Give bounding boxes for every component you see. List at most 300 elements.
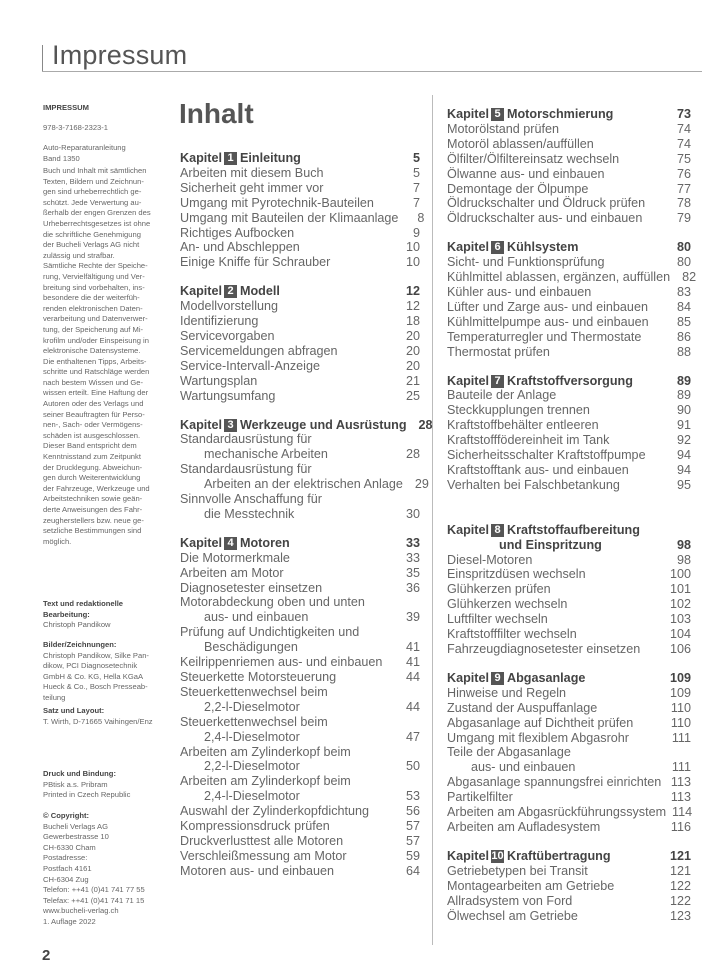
toc-entry-title bbox=[180, 314, 258, 329]
toc-entry-line: Steuerkette Motorsteuerung bbox=[180, 670, 337, 684]
toc-entry-title bbox=[447, 864, 588, 879]
toc-entry-title bbox=[180, 255, 330, 270]
toc-entry-title bbox=[447, 805, 666, 820]
chapter-title-line: Kühlsystem bbox=[507, 240, 579, 255]
toc-entry-page: 20 bbox=[405, 343, 420, 358]
toc-entry-page: 83 bbox=[676, 284, 691, 299]
toc-entry-line: Motoröl ablassen/auffüllen bbox=[447, 136, 594, 151]
toc-entry-page: 10 bbox=[405, 240, 420, 255]
legal-line: Dieser Band entspricht dem bbox=[43, 441, 137, 451]
chapter-title-line: Motorschmierung bbox=[507, 107, 614, 121]
toc-entry-line: Standardausrüstung für bbox=[180, 432, 312, 447]
toc-entry-title bbox=[180, 849, 347, 864]
toc-entry-title bbox=[447, 182, 588, 197]
toc-entry bbox=[180, 492, 420, 522]
toc-entry bbox=[180, 685, 420, 715]
chapter-title bbox=[447, 107, 613, 122]
chapter-page: 5 bbox=[412, 151, 420, 165]
toc-entry-line: Umgang mit flexiblem Abgasrohr bbox=[447, 730, 629, 745]
toc-entry bbox=[180, 166, 420, 181]
chapter-heading bbox=[447, 671, 691, 686]
toc-entry-page: 75 bbox=[676, 151, 691, 166]
print-credits bbox=[43, 769, 168, 801]
chapter-title bbox=[180, 418, 407, 433]
toc-entry-title bbox=[447, 137, 594, 152]
toc-entry-page: 85 bbox=[676, 314, 691, 329]
toc-entry bbox=[180, 625, 420, 655]
toc-entry bbox=[447, 137, 691, 152]
toc-entry-line: Einspritzdüsen wechseln bbox=[447, 567, 586, 582]
toc-entry-title bbox=[180, 240, 300, 255]
chapter-page: 73 bbox=[676, 107, 691, 121]
toc-entry-page: 82 bbox=[682, 270, 697, 285]
legal-line: tung, der Speicherung auf Mi- bbox=[43, 324, 144, 334]
toc-entry-title bbox=[180, 299, 278, 314]
toc-entry-line: Arbeiten am Aufladesystem bbox=[447, 819, 601, 834]
legal-line: seiner Beauftragten für Perso- bbox=[43, 409, 145, 419]
chapter-prefix: Kapitel bbox=[447, 522, 489, 537]
impressum-label bbox=[43, 103, 168, 114]
toc-entry bbox=[180, 344, 420, 359]
toc-entry-line: Druckverlusttest alle Motoren bbox=[180, 833, 344, 848]
toc-chapter bbox=[180, 151, 425, 270]
toc-entry bbox=[180, 299, 420, 314]
toc-entry bbox=[180, 834, 420, 849]
toc-entry-title bbox=[447, 478, 620, 493]
legal-line: setzliche Bestimmungen sind bbox=[43, 526, 142, 536]
toc-entry-line: Montagearbeiten am Getriebe bbox=[447, 878, 615, 893]
toc-entry-line: Prüfung auf Undichtigkeiten und bbox=[180, 625, 360, 640]
toc-entry-line: Die Motormerkmale bbox=[180, 550, 290, 565]
toc-entry-line: mechanische Arbeiten bbox=[204, 447, 328, 462]
toc-entry bbox=[180, 181, 420, 196]
toc-entry bbox=[447, 701, 691, 716]
toc-entry-title bbox=[447, 270, 670, 285]
legal-line: zulässig und strafbar. bbox=[43, 250, 115, 260]
chapter-prefix: Kapitel bbox=[447, 670, 489, 685]
toc-entry-line: Kraftstofftank aus- und einbauen bbox=[447, 462, 629, 477]
toc-entry bbox=[447, 182, 691, 197]
toc-entry-page: 101 bbox=[669, 582, 691, 597]
legal-line: rung, Vervielfältigung und Ver- bbox=[43, 271, 145, 281]
toc-entry-title bbox=[180, 625, 359, 655]
toc-entry-title bbox=[447, 731, 629, 746]
toc-entry-line: Motorabdeckung oben und unten bbox=[180, 595, 365, 610]
toc-entry bbox=[180, 551, 420, 566]
toc-entry bbox=[180, 432, 420, 462]
toc-entry bbox=[447, 300, 691, 315]
chapter-number-badge: 8 bbox=[491, 524, 504, 537]
toc-entry-page: 47 bbox=[405, 729, 420, 744]
toc-entry-title bbox=[447, 255, 605, 270]
toc-entry-page: 90 bbox=[676, 403, 691, 418]
chapter-title-line: Kraftstoffversorgung bbox=[507, 373, 633, 388]
image-credit-line: GmbH & Co. KG, Hella KGaA bbox=[43, 671, 144, 681]
toc-entry bbox=[447, 567, 691, 582]
toc-entry-page: 116 bbox=[670, 819, 691, 834]
toc-entry-line: Arbeiten am Zylinderkopf beim bbox=[180, 744, 351, 759]
toc-entry-line: Standardausrüstung für bbox=[180, 462, 312, 477]
toc-entry-title bbox=[180, 655, 382, 670]
toc-entry-title bbox=[180, 211, 398, 226]
toc-entry-page: 76 bbox=[676, 166, 691, 181]
text-heading-2: Bearbeitung: bbox=[43, 609, 90, 619]
toc-entry bbox=[447, 775, 691, 790]
toc-entry-title bbox=[447, 167, 605, 182]
copyright-line: Postfach 4161 bbox=[43, 863, 92, 873]
toc-entry-line: Umgang mit Bauteilen der Klimaanlage bbox=[180, 210, 399, 225]
toc-entry bbox=[447, 642, 691, 657]
toc-chapter bbox=[447, 849, 691, 924]
chapter-heading bbox=[180, 417, 433, 433]
toc-entry bbox=[447, 167, 691, 182]
toc-entry-line: Identifizierung bbox=[180, 314, 259, 329]
chapter-prefix: Kapitel bbox=[180, 284, 222, 299]
copyright-heading: © Copyright: bbox=[43, 811, 90, 820]
chapter-prefix: Kapitel bbox=[447, 107, 489, 121]
toc-entry-title bbox=[180, 715, 328, 745]
toc-entry-line: Ölwechsel am Getriebe bbox=[447, 908, 578, 923]
toc-entry-title bbox=[180, 804, 369, 819]
toc-entry-title bbox=[447, 627, 577, 642]
toc-chapter bbox=[447, 374, 691, 493]
toc-entry bbox=[180, 774, 420, 804]
toc-entry-title bbox=[447, 597, 567, 612]
toc-chapter bbox=[180, 536, 420, 879]
legal-line: der Drucklegung. Abweichun- bbox=[43, 462, 143, 472]
toc-entry-title bbox=[180, 566, 284, 581]
toc-entry-page: 110 bbox=[670, 700, 691, 715]
toc-entry bbox=[447, 909, 691, 924]
chapter-number-badge: 10 bbox=[491, 849, 504, 862]
toc-entry bbox=[447, 731, 691, 746]
layout-credits bbox=[43, 706, 168, 727]
chapter-page: 12 bbox=[405, 284, 420, 299]
toc-entry bbox=[447, 270, 697, 285]
toc-entry-title bbox=[180, 462, 403, 492]
chapter-prefix: Kapitel bbox=[180, 151, 222, 165]
toc-entry-page: 77 bbox=[676, 181, 691, 196]
chapter-title bbox=[180, 284, 280, 299]
toc-entry-page: 20 bbox=[405, 358, 420, 373]
toc-entry-line: Kraftstofffilter wechseln bbox=[447, 627, 577, 642]
toc-entry bbox=[447, 716, 691, 731]
toc-chapter bbox=[447, 240, 697, 359]
toc-entry-title bbox=[180, 359, 320, 374]
toc-entry-line: Sicherheitsschalter Kraftstoffpumpe bbox=[447, 448, 646, 463]
toc-entry-line: Einige Kniffe für Schrauber bbox=[180, 255, 331, 270]
chapter-number-badge: 5 bbox=[491, 108, 504, 121]
toc-entry-page: 88 bbox=[676, 344, 691, 359]
toc-entry-page: 122 bbox=[669, 893, 691, 908]
toc-entry-line: Kühlmittel ablassen, ergänzen, auffüllen bbox=[447, 270, 671, 285]
chapter-page: 33 bbox=[405, 535, 420, 550]
toc-entry bbox=[180, 804, 420, 819]
legal-line: Autoren oder des Verlags und bbox=[43, 399, 144, 409]
isbn: 978-3-7168-2323-1 bbox=[43, 123, 109, 132]
legal-line: gen sind urheberrechtlich ge- bbox=[43, 187, 142, 197]
image-credit-line: Christoph Pandikow, Silke Pan- bbox=[43, 650, 149, 660]
toc-entry-title bbox=[180, 389, 275, 404]
toc-entry-title bbox=[447, 612, 548, 627]
toc-entry-title bbox=[447, 315, 649, 330]
toc-entry-line: Thermostat prüfen bbox=[447, 344, 550, 359]
toc-entry-page: 18 bbox=[405, 314, 420, 329]
toc-entry-page: 56 bbox=[405, 804, 420, 819]
legal-line: breitung sind vorbehalten, ins- bbox=[43, 282, 145, 292]
toc-entry-line: Partikelfilter bbox=[447, 790, 513, 805]
toc-entry-title bbox=[447, 403, 590, 418]
toc-entry-title bbox=[180, 745, 351, 775]
copyright-line: Gewerbestrasse 10 bbox=[43, 832, 109, 842]
chapter-prefix: Kapitel bbox=[180, 535, 222, 550]
toc-entry bbox=[447, 403, 691, 418]
toc-entry-page: 36 bbox=[405, 580, 420, 595]
chapter-number-badge: 3 bbox=[224, 419, 237, 432]
legal-line: die schriftliche Genehmigung bbox=[43, 229, 141, 239]
toc-entry bbox=[447, 315, 691, 330]
chapter-heading bbox=[180, 284, 420, 299]
toc-entry bbox=[447, 433, 691, 448]
chapter-heading bbox=[447, 374, 691, 389]
toc-entry-line: Lüfter und Zarge aus- und einbauen bbox=[447, 299, 648, 314]
chapter-number-badge: 7 bbox=[491, 375, 504, 388]
toc-title: Inhalt bbox=[179, 98, 254, 129]
toc-entry-title bbox=[447, 775, 661, 790]
toc-entry-page: 64 bbox=[405, 863, 420, 878]
toc-entry-line: Öldruckschalter und Öldruck prüfen bbox=[447, 196, 646, 211]
toc-entry bbox=[447, 879, 691, 894]
toc-entry-line: Wartungsplan bbox=[180, 373, 258, 388]
toc-entry-line: Kraftstoffbehälter entleeren bbox=[447, 418, 599, 433]
toc-entry bbox=[447, 553, 691, 568]
toc-entry-title bbox=[447, 211, 642, 226]
toc-entry bbox=[447, 864, 691, 879]
toc-chapter bbox=[447, 671, 691, 835]
toc-entry-line: Zustand der Auspuffanlage bbox=[447, 700, 598, 715]
text-author: Christoph Pandikow bbox=[43, 620, 111, 630]
chapter-title-line: Kraftstoffaufbereitung bbox=[507, 522, 640, 537]
toc-entry-title bbox=[447, 909, 578, 924]
legal-line: verarbeitung und Datenverwer- bbox=[43, 314, 148, 324]
toc-entry bbox=[447, 211, 691, 226]
chapter-heading bbox=[180, 536, 420, 551]
toc-entry-title bbox=[180, 819, 330, 834]
toc-entry bbox=[180, 374, 420, 389]
toc-entry bbox=[447, 418, 691, 433]
toc-entry-title bbox=[447, 122, 559, 137]
chapter-prefix: Kapitel bbox=[447, 240, 489, 255]
legal-line: renden elektronischen Daten- bbox=[43, 303, 143, 313]
toc-entry bbox=[447, 345, 691, 360]
toc-entry-line: An- und Abschleppen bbox=[180, 240, 300, 255]
toc-column-1 bbox=[180, 151, 433, 879]
toc-entry-line: 2,4-l-Dieselmotor bbox=[204, 729, 300, 744]
toc-entry-line: Sinnvolle Anschaffung für bbox=[180, 492, 322, 507]
legal-line: elektronische Datensysteme. bbox=[43, 346, 141, 356]
toc-entry-line: Hinweise und Regeln bbox=[447, 685, 567, 700]
toc-entry-line: Abgasanlage auf Dichtheit prüfen bbox=[447, 715, 634, 730]
toc-entry bbox=[180, 581, 420, 596]
toc-entry-line: Temperaturregler und Thermostate bbox=[447, 329, 642, 344]
toc-entry-title bbox=[447, 686, 566, 701]
toc-entry-page: 7 bbox=[412, 195, 420, 210]
toc-entry-title bbox=[180, 834, 343, 849]
toc-entry bbox=[180, 359, 420, 374]
toc-entry-page: 28 bbox=[405, 447, 420, 462]
toc-entry-line: Richtiges Aufbocken bbox=[180, 225, 295, 240]
toc-entry bbox=[447, 627, 691, 642]
toc-entry bbox=[447, 330, 691, 345]
toc-entry-line: Sicherheit geht immer vor bbox=[180, 180, 324, 195]
toc-entry-title bbox=[180, 181, 323, 196]
toc-entry-page: 10 bbox=[405, 255, 420, 270]
toc-entry-line: Kühler aus- und einbauen bbox=[447, 284, 592, 299]
toc-entry-page: 78 bbox=[676, 196, 691, 211]
toc-entry-line: Öldruckschalter aus- und einbauen bbox=[447, 211, 643, 226]
toc-entry bbox=[180, 462, 429, 492]
toc-entry-line: Abgasanlage spannungsfrei einrichten bbox=[447, 775, 662, 790]
toc-entry-line: Umgang mit Pyrotechnik-Bauteilen bbox=[180, 195, 374, 210]
toc-entry-title bbox=[447, 582, 551, 597]
toc-entry-line: Glühkerzen wechseln bbox=[447, 597, 568, 612]
toc-entry-title bbox=[447, 745, 575, 775]
toc-entry-title bbox=[447, 701, 597, 716]
layout-heading: Satz und Layout: bbox=[43, 706, 105, 715]
chapter-heading bbox=[180, 151, 420, 166]
toc-entry-line: Allradsystem von Ford bbox=[447, 893, 573, 908]
chapter-heading bbox=[447, 240, 691, 255]
toc-entry-title bbox=[447, 463, 629, 478]
toc-entry-line: Kraftstofffödereinheit im Tank bbox=[447, 433, 610, 448]
chapter-title bbox=[447, 374, 633, 389]
chapter-heading bbox=[447, 849, 691, 864]
toc-entry-page: 9 bbox=[412, 225, 420, 240]
toc-entry-line: Arbeiten am Zylinderkopf beim bbox=[180, 774, 351, 789]
chapter-title-line: Motoren bbox=[240, 535, 290, 550]
toc-entry-title bbox=[180, 196, 374, 211]
legal-line: krofilm und/oder Einspeisung in bbox=[43, 335, 149, 345]
copyright-line: Bucheli Verlags AG bbox=[43, 821, 109, 831]
toc-entry bbox=[180, 655, 420, 670]
toc-entry-title bbox=[180, 670, 336, 685]
toc-entry-line: Demontage der Ölpumpe bbox=[447, 181, 589, 196]
toc-entry bbox=[447, 686, 691, 701]
toc-entry-title bbox=[180, 166, 324, 181]
chapter-prefix: Kapitel bbox=[447, 848, 489, 863]
toc-entry bbox=[447, 612, 691, 627]
toc-entry-title bbox=[447, 716, 633, 731]
toc-entry bbox=[447, 478, 691, 493]
toc-entry-title bbox=[180, 374, 257, 389]
toc-entry-page: 80 bbox=[676, 255, 691, 270]
toc-entry-page: 35 bbox=[405, 565, 420, 580]
toc-entry-page: 57 bbox=[405, 819, 420, 834]
print-heading: Druck und Bindung: bbox=[43, 769, 116, 778]
toc-entry-page: 57 bbox=[405, 833, 420, 848]
toc-entry-line: Fahrzeugdiagnosetester einsetzen bbox=[447, 642, 641, 656]
toc-entry bbox=[180, 715, 420, 745]
toc-entry-line: Wartungsumfang bbox=[180, 388, 276, 403]
copyright-block bbox=[43, 811, 168, 928]
toc-entry-page: 94 bbox=[676, 448, 691, 463]
series-line: Auto-Reparaturanleitung bbox=[43, 143, 126, 152]
legal-line: gen durch Weiterentwicklung bbox=[43, 473, 141, 483]
toc-entry-page: 111 bbox=[671, 760, 691, 775]
toc-entry-line: Diagnosetester einsetzen bbox=[180, 580, 323, 595]
toc-entry-page: 94 bbox=[676, 462, 691, 477]
toc-entry-page: 74 bbox=[676, 136, 691, 151]
toc-entry-line: Glühkerzen prüfen bbox=[447, 582, 551, 597]
toc-entry-line: Ölwanne aus- und einbauen bbox=[447, 166, 605, 181]
chapter-title-line: Modell bbox=[240, 284, 280, 299]
toc-entry-page: 113 bbox=[670, 775, 691, 790]
toc-entry-page: 100 bbox=[669, 567, 691, 582]
toc-entry-line: Kompressionsdruck prüfen bbox=[180, 819, 330, 834]
toc-entry-page: 110 bbox=[670, 715, 691, 730]
toc-entry-page: 86 bbox=[676, 329, 691, 344]
toc-entry bbox=[447, 196, 691, 211]
header-rule-vertical bbox=[42, 45, 43, 72]
toc-entry-page: 39 bbox=[405, 610, 420, 625]
toc-entry-line: Motoren aus- und einbauen bbox=[180, 863, 335, 878]
toc-entry-title bbox=[447, 790, 513, 805]
chapter-title-line: Abgasanlage bbox=[507, 670, 586, 685]
toc-entry bbox=[180, 745, 420, 775]
toc-entry bbox=[447, 255, 691, 270]
toc-entry-page: 12 bbox=[405, 299, 420, 314]
toc-entry-line: Beschädigungen bbox=[204, 640, 298, 655]
toc-entry-page: 20 bbox=[405, 328, 420, 343]
legal-line: der Bucheli Verlags AG nicht bbox=[43, 240, 140, 250]
toc-chapter bbox=[180, 284, 420, 403]
chapter-title bbox=[447, 671, 585, 686]
chapter-number-badge: 2 bbox=[224, 285, 237, 298]
toc-entry bbox=[447, 152, 691, 167]
toc-entry-page: 8 bbox=[417, 210, 425, 225]
impressum-label-text: IMPRESSUM bbox=[43, 103, 89, 112]
series-info bbox=[43, 143, 168, 164]
toc-entry-page: 29 bbox=[414, 477, 429, 492]
toc-entry bbox=[180, 255, 420, 270]
toc-entry-title bbox=[447, 330, 641, 345]
toc-entry-title bbox=[447, 448, 646, 463]
toc-entry-line: 2,2-l-Dieselmotor bbox=[204, 699, 300, 714]
toc-entry-line: 2,4-l-Dieselmotor bbox=[204, 789, 300, 804]
toc-entry bbox=[180, 819, 420, 834]
toc-entry-page: 53 bbox=[405, 789, 420, 804]
toc-entry-line: Steuerkettenwechsel beim bbox=[180, 714, 328, 729]
chapter-heading bbox=[447, 107, 691, 122]
chapter-heading bbox=[447, 523, 691, 553]
toc-entry bbox=[447, 582, 691, 597]
toc-entry bbox=[180, 566, 420, 581]
toc-entry-line: Verhalten bei Falschbetankung bbox=[447, 477, 620, 492]
section-title: Impressum bbox=[52, 40, 188, 70]
toc-entry-line: Verschleißmessung am Motor bbox=[180, 848, 347, 863]
print-line: PBtisk a.s. Pribram bbox=[43, 779, 108, 789]
toc-entry-title bbox=[447, 196, 645, 211]
toc-entry-title bbox=[180, 774, 351, 804]
toc-entry bbox=[180, 314, 420, 329]
toc-entry bbox=[180, 329, 420, 344]
image-credit-line: teilung bbox=[43, 692, 66, 702]
toc-entry-page: 121 bbox=[669, 863, 691, 878]
chapter-number-badge: 1 bbox=[224, 152, 237, 165]
toc-entry-title bbox=[180, 685, 328, 715]
toc-entry-line: Modellvorstellung bbox=[180, 299, 279, 314]
chapter-title bbox=[447, 849, 611, 864]
